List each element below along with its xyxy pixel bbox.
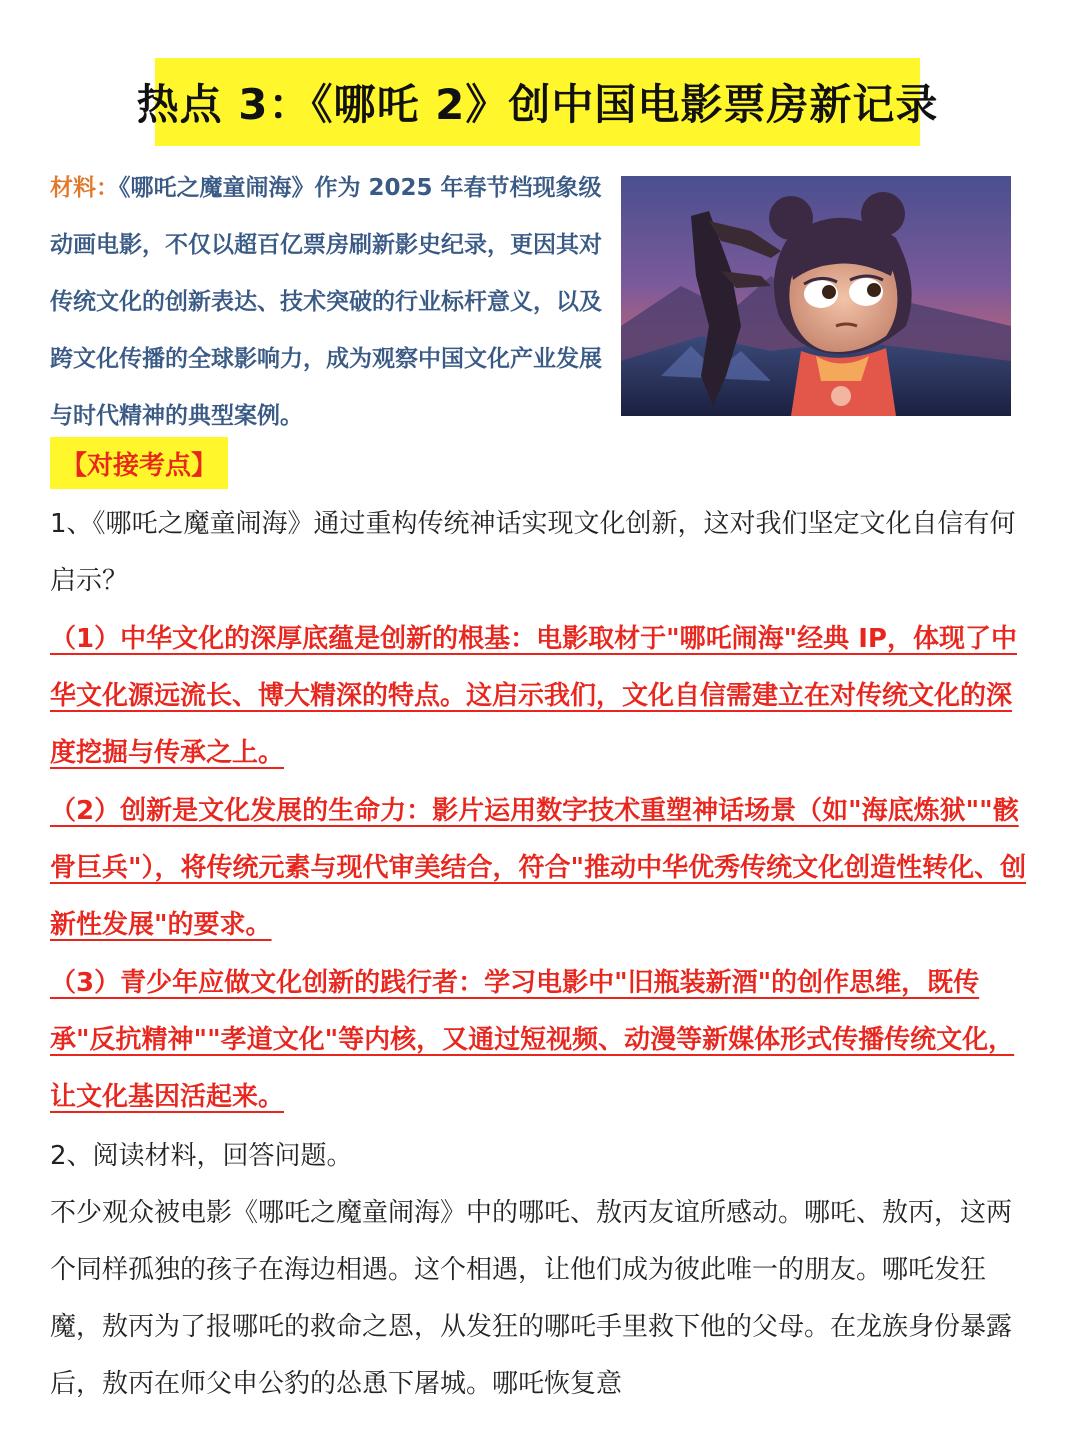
movie-still-image <box>621 176 1011 416</box>
question-1: 1、《哪吒之魔童闹海》通过重构传统神话实现文化创新，这对我们坚定文化自信有何启示？ <box>50 509 1016 596</box>
page-title: 热点 3：《哪吒 2》创中国电影票房新记录 <box>136 80 939 129</box>
material-label: 材料： <box>50 175 119 201</box>
material-text: 《哪吒之魔童闹海》作为 2025 年春节档现象级动画电影，不仅以超百亿票房刷新影史纪录，更因其对传统文化的创新表达、技术突破的行业标杆意义，以及跨文化传播的全球影响力，成为观察中国文化产业发展与时代精神的典型案例。 <box>50 175 602 429</box>
title-highlight <box>136 58 939 146</box>
answer-2-text: （2）创新是文化发展的生命力：影片运用数字技术重塑神话场景（如"海底炼狱""骸骨巨兵"），将传统元素与现代审美结合，符合"推动中华优秀传统文化创造性转化、创新性发展"的要求。 <box>50 796 1027 940</box>
answer-3 <box>50 955 1035 1126</box>
answer-3-text: （3）青少年应做文化创新的践行者：学习电影中"旧瓶装新酒"的创作思维，既传承"反抗精神""孝道文化"等内核，又通过短视频、动漫等新媒体形式传播传统文化，让文化基因活起来。 <box>50 968 1015 1112</box>
material-paragraph <box>50 160 610 445</box>
exam-point-highlight <box>50 437 228 489</box>
answer-1 <box>50 611 1035 782</box>
answer-1-text: （1）中华文化的深厚底蕴是创新的根基：电影取材于"哪吒闹海"经典 IP，体现了中华文化源远流长、博大精深的特点。这启示我们，文化自信需建立在对传统文化的深度挖掘与传承之上。 <box>50 624 1017 768</box>
answer-2 <box>50 783 1035 954</box>
question-2: 2、阅读材料，回答问题。 <box>50 1141 353 1171</box>
reading-passage: 不少观众被电影《哪吒之魔童闹海》中的哪吒、敖丙友谊所感动。哪吒、敖丙，这两个同样孤独的孩子在海边相遇。这个相遇，让他们成为彼此唯一的朋友。哪吒发狂魔，敖丙为了报哪吒的救命之恩，从发狂的哪吒手里救下他的父母。在龙族身份暴露后，敖丙在师父申公豹的怂恿下屠城。哪吒恢复意 <box>50 1198 1013 1399</box>
exam-point-tag: 【对接考点】 <box>60 450 217 481</box>
